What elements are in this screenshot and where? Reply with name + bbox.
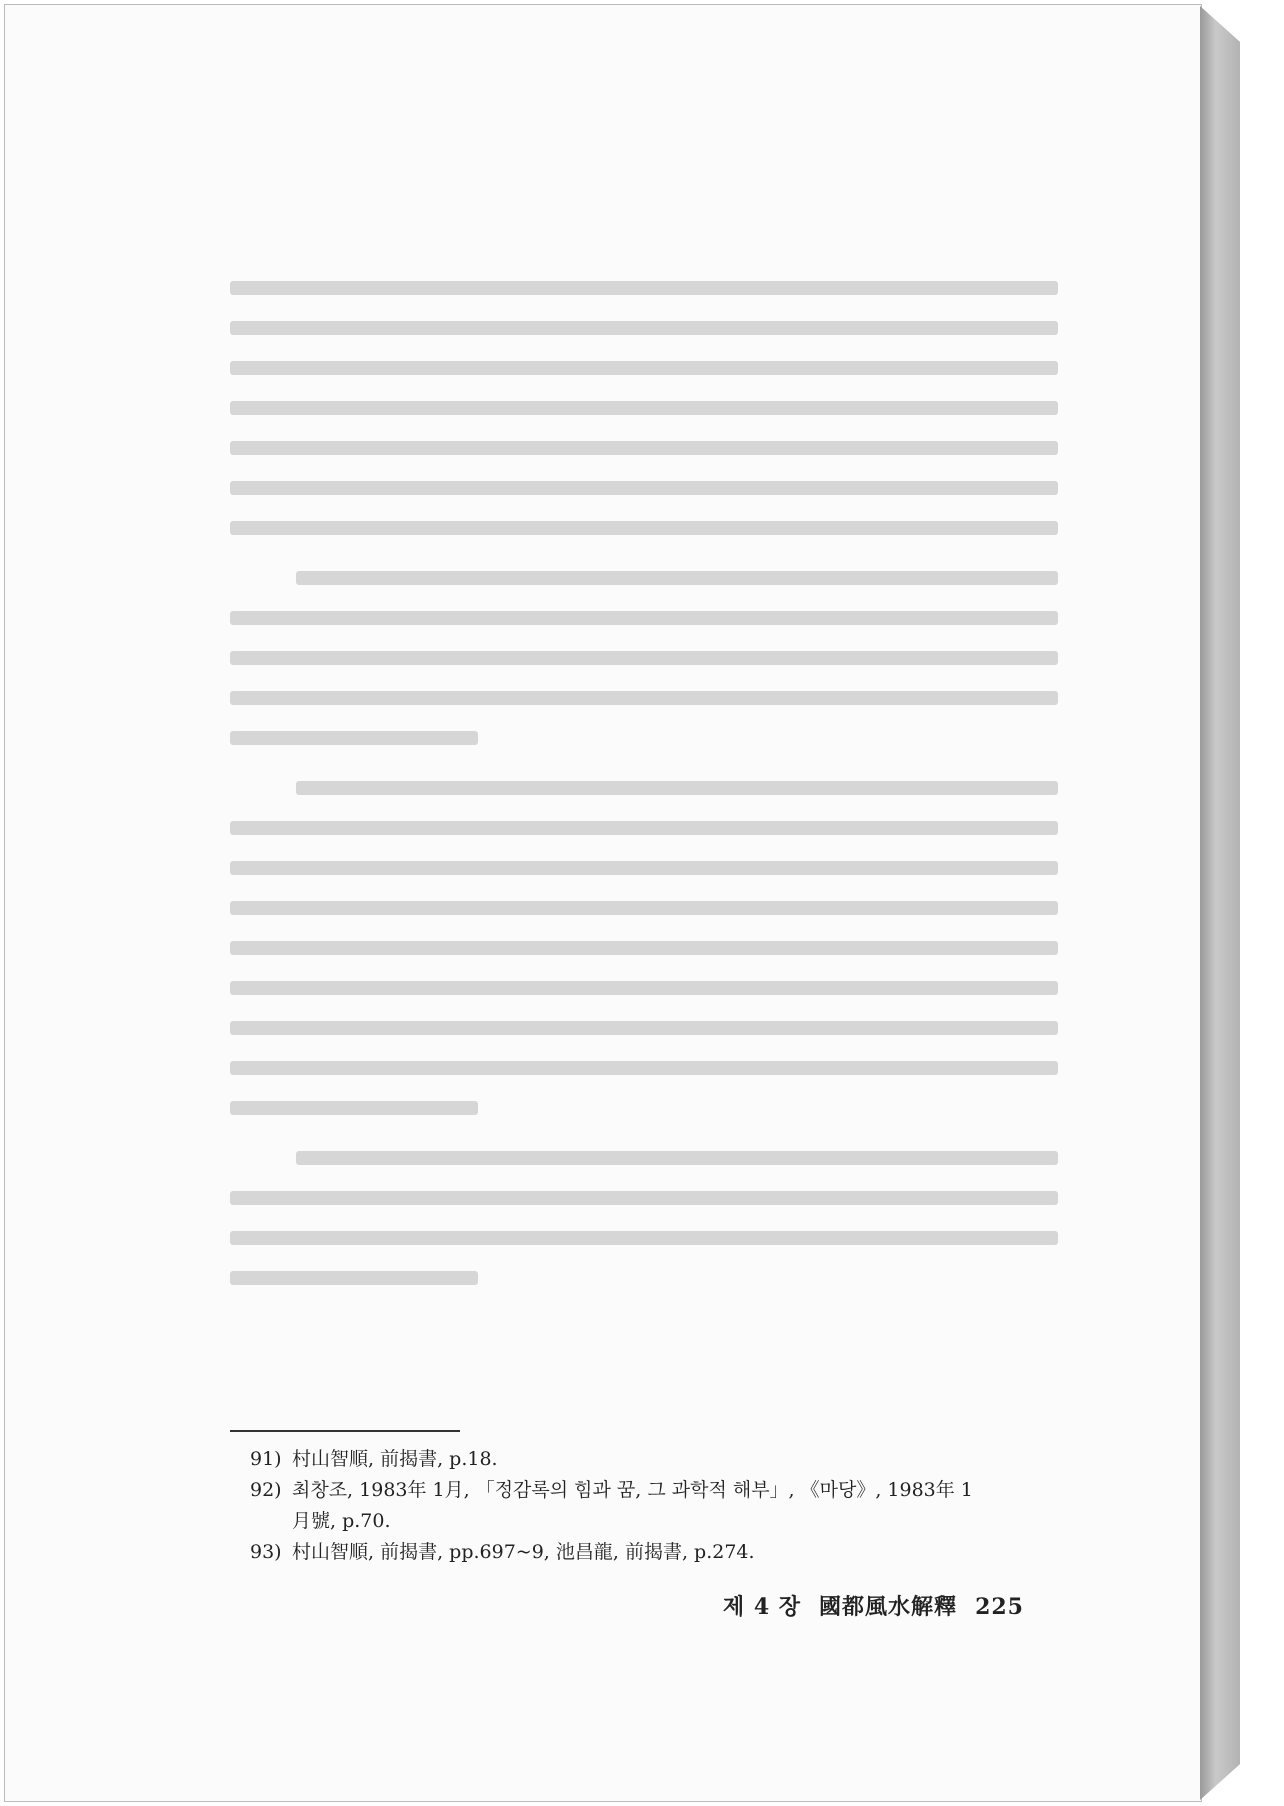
text-line-placeholder bbox=[230, 861, 1058, 875]
text-line bbox=[230, 638, 1058, 678]
text-line-placeholder bbox=[230, 321, 1058, 335]
text-line-placeholder bbox=[230, 361, 1058, 375]
text-line-placeholder bbox=[230, 481, 1058, 495]
text-line-placeholder bbox=[296, 571, 1058, 585]
text-line-placeholder bbox=[230, 691, 1058, 705]
text-line bbox=[230, 848, 1058, 888]
text-line bbox=[230, 558, 1058, 598]
text-line-placeholder bbox=[230, 441, 1058, 455]
page-edge bbox=[1200, 6, 1240, 1800]
text-line-placeholder bbox=[230, 611, 1058, 625]
text-line bbox=[230, 768, 1058, 808]
text-line bbox=[230, 718, 1058, 758]
text-line-placeholder bbox=[230, 401, 1058, 415]
running-footer bbox=[723, 1590, 1024, 1621]
footnote-rule bbox=[230, 1430, 460, 1432]
footnote-92-cont: 月號, p.70. bbox=[292, 1510, 391, 1532]
footnote-91: 91) 村山智順, 前揭書, p.18. bbox=[250, 1448, 498, 1470]
text-line-placeholder bbox=[230, 1271, 478, 1285]
text-line-placeholder bbox=[230, 731, 478, 745]
text-line bbox=[230, 348, 1058, 388]
text-line bbox=[230, 1048, 1058, 1088]
text-line-placeholder bbox=[230, 1231, 1058, 1245]
text-line-placeholder bbox=[230, 651, 1058, 665]
text-line-placeholder bbox=[230, 1101, 478, 1115]
text-line-placeholder bbox=[230, 901, 1058, 915]
text-line-placeholder bbox=[230, 521, 1058, 535]
text-line-placeholder bbox=[296, 1151, 1058, 1165]
footnotes bbox=[250, 1444, 1060, 1568]
text-line bbox=[230, 808, 1058, 848]
text-line-placeholder bbox=[230, 1191, 1058, 1205]
text-line bbox=[230, 678, 1058, 718]
text-line bbox=[230, 1008, 1058, 1048]
text-line bbox=[230, 888, 1058, 928]
text-line-placeholder bbox=[296, 781, 1058, 795]
text-line bbox=[230, 428, 1058, 468]
paragraph-gap bbox=[230, 1128, 1058, 1138]
chapter-title: 國都風水解釋 bbox=[819, 1594, 958, 1620]
text-line-placeholder bbox=[230, 821, 1058, 835]
text-line bbox=[230, 268, 1058, 308]
text-line bbox=[230, 308, 1058, 348]
paragraph-gap bbox=[230, 758, 1058, 768]
chapter-label: 제 4 장 bbox=[722, 1594, 802, 1620]
paragraph-gap bbox=[230, 548, 1058, 558]
text-line-placeholder bbox=[230, 941, 1058, 955]
text-line bbox=[230, 508, 1058, 548]
text-line bbox=[230, 1218, 1058, 1258]
text-line bbox=[230, 1088, 1058, 1128]
text-line bbox=[230, 388, 1058, 428]
text-line bbox=[230, 468, 1058, 508]
page-number: 225 bbox=[975, 1594, 1024, 1620]
text-line bbox=[230, 968, 1058, 1008]
text-line bbox=[230, 598, 1058, 638]
text-line-placeholder bbox=[230, 1021, 1058, 1035]
text-line-placeholder bbox=[230, 281, 1058, 295]
footnote-93: 93) 村山智順, 前揭書, pp.697~9, 池昌龍, 前揭書, p.274. bbox=[250, 1541, 755, 1563]
text-line-placeholder bbox=[230, 1061, 1058, 1075]
body-text bbox=[230, 268, 1058, 1298]
footnote-92: 92) 최창조, 1983年 1月, 「정감록의 힘과 꿈, 그 과학적 해부」, 《마당》, 1983年 1 bbox=[250, 1479, 973, 1501]
text-line bbox=[230, 928, 1058, 968]
text-line-placeholder bbox=[230, 981, 1058, 995]
text-line bbox=[230, 1138, 1058, 1178]
text-line bbox=[230, 1178, 1058, 1218]
text-line bbox=[230, 1258, 1058, 1298]
